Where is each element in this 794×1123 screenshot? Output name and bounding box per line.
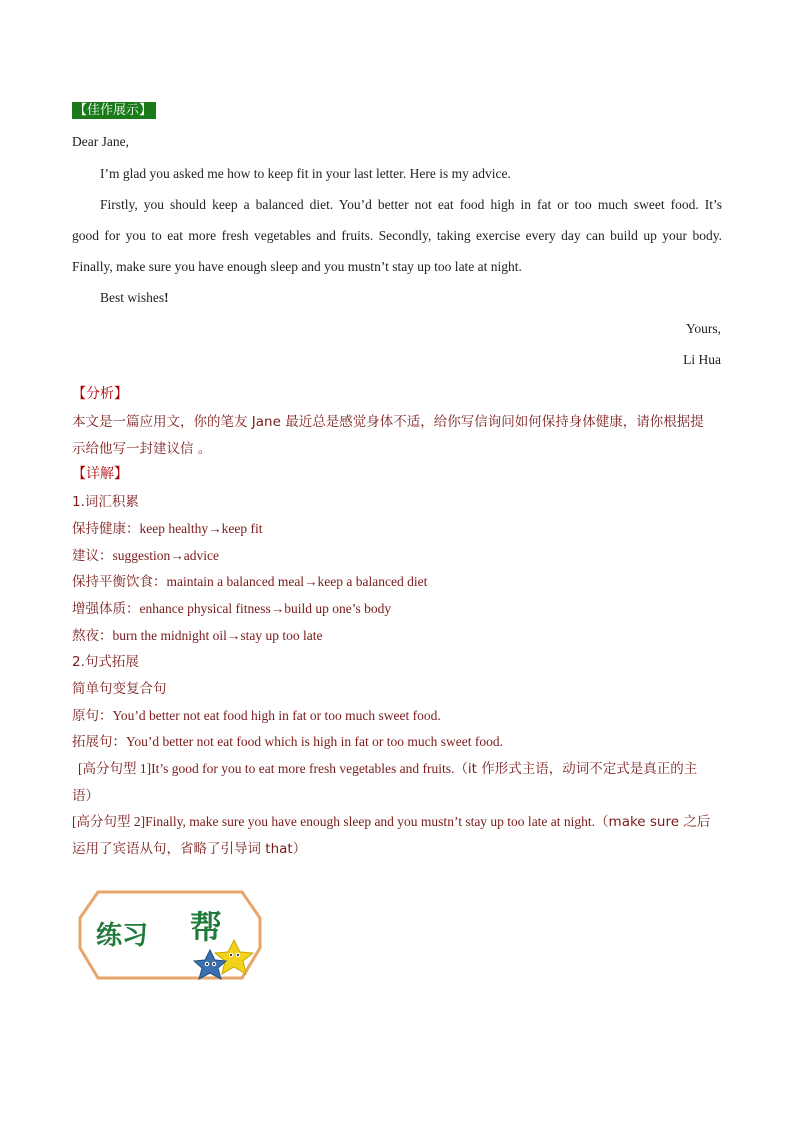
original-label: 原句： [72, 708, 113, 724]
vocab-item [72, 597, 722, 617]
vocab-en: enhance physical fitness→build up one’s body [139, 601, 392, 616]
analysis-line-2: 示给他写一封建议信 。 [72, 441, 212, 457]
sentence-title: 2.句式拓展 [72, 654, 139, 670]
vocab-cn: 保持平衡饮食： [72, 574, 167, 590]
essay-paragraph-2-line-1: Firstly, you should keep a balanced diet. You’d better not eat food high in fat or too much sweet food. It’s [100, 197, 722, 212]
essay-tag: 【佳作展示】 [72, 102, 156, 119]
hp2-note: （make sure 之后 [595, 814, 711, 830]
closing [100, 290, 169, 306]
hp1-note: （it 作形式主语，动词不定式是真正的主 [454, 761, 698, 777]
original-sentence [72, 704, 722, 724]
signature-name: Li Hua [683, 352, 721, 367]
vocab-title: 1.词汇积累 [72, 494, 139, 510]
analysis-line-1: 本文是一篇应用文，你的笔友 Jane 最近总是感觉身体不适，给你写信询问如何保持身体健康，请你根据提 [72, 414, 704, 430]
vocab-cn: 保持健康： [72, 521, 140, 537]
signature-yours: Yours, [685, 321, 721, 336]
hp2-text: Finally, make sure you have enough sleep and you mustn’t stay up too late at night. [145, 814, 596, 829]
high-score-sentence-1 [78, 757, 722, 777]
detail-heading: 【详解】 [72, 466, 128, 482]
extended-text: You’d better not eat food which is high in fat or too much sweet food. [126, 734, 503, 749]
vocab-en: burn the midnight oil→stay up too late [112, 628, 323, 643]
vocab-item [72, 517, 722, 537]
vocab-item [72, 544, 722, 564]
vocab-cn: 增强体质： [72, 601, 140, 617]
vocab-cn: 熬夜： [72, 628, 113, 644]
extended-sentence [72, 730, 722, 750]
extended-label: 拓展句： [72, 734, 126, 750]
analysis-heading: 【分析】 [72, 386, 128, 402]
essay-paragraph-2-line-2: good for you to eat more fresh vegetables and fruits. Secondly, taking exercise every day can build up your body. [72, 228, 722, 243]
vocab-cn: 建议： [72, 548, 113, 564]
lianxibang-logo [78, 888, 264, 982]
hp1-label: [高分句型 1] [78, 761, 152, 776]
hp1-note-continued: 语） [72, 788, 99, 804]
high-score-sentence-2 [72, 810, 722, 830]
hp1-text: It’s good for you to eat more fresh vegetables and fruits. [151, 761, 455, 776]
logo-text-right: 帮 [190, 908, 223, 946]
sentence-subtitle: 简单句变复合句 [72, 681, 167, 697]
closing-text: Best wishes [100, 290, 165, 305]
hp2-label: [高分句型 2] [72, 814, 146, 829]
salutation: Dear Jane, [72, 134, 129, 149]
essay-paragraph-1: I’m glad you asked me how to keep fit in your last letter. Here is my advice. [100, 166, 511, 181]
essay-paragraph-2-line-3: Finally, make sure you have enough sleep and you mustn’t stay up too late at night. [72, 259, 522, 274]
vocab-en: maintain a balanced meal→keep a balanced diet [166, 574, 428, 589]
vocab-en: keep healthy→keep fit [139, 521, 263, 536]
logo-graphic [78, 888, 264, 982]
hp2-note-continued: 运用了宾语从句，省略了引导词 that） [72, 841, 307, 857]
closing-mark: ! [164, 290, 169, 305]
vocab-item [72, 624, 722, 644]
logo-text-left: 练习 [96, 921, 149, 951]
vocab-item [72, 570, 722, 590]
vocab-en: suggestion→advice [112, 548, 219, 563]
original-text: You’d better not eat food high in fat or too much sweet food. [112, 708, 441, 723]
